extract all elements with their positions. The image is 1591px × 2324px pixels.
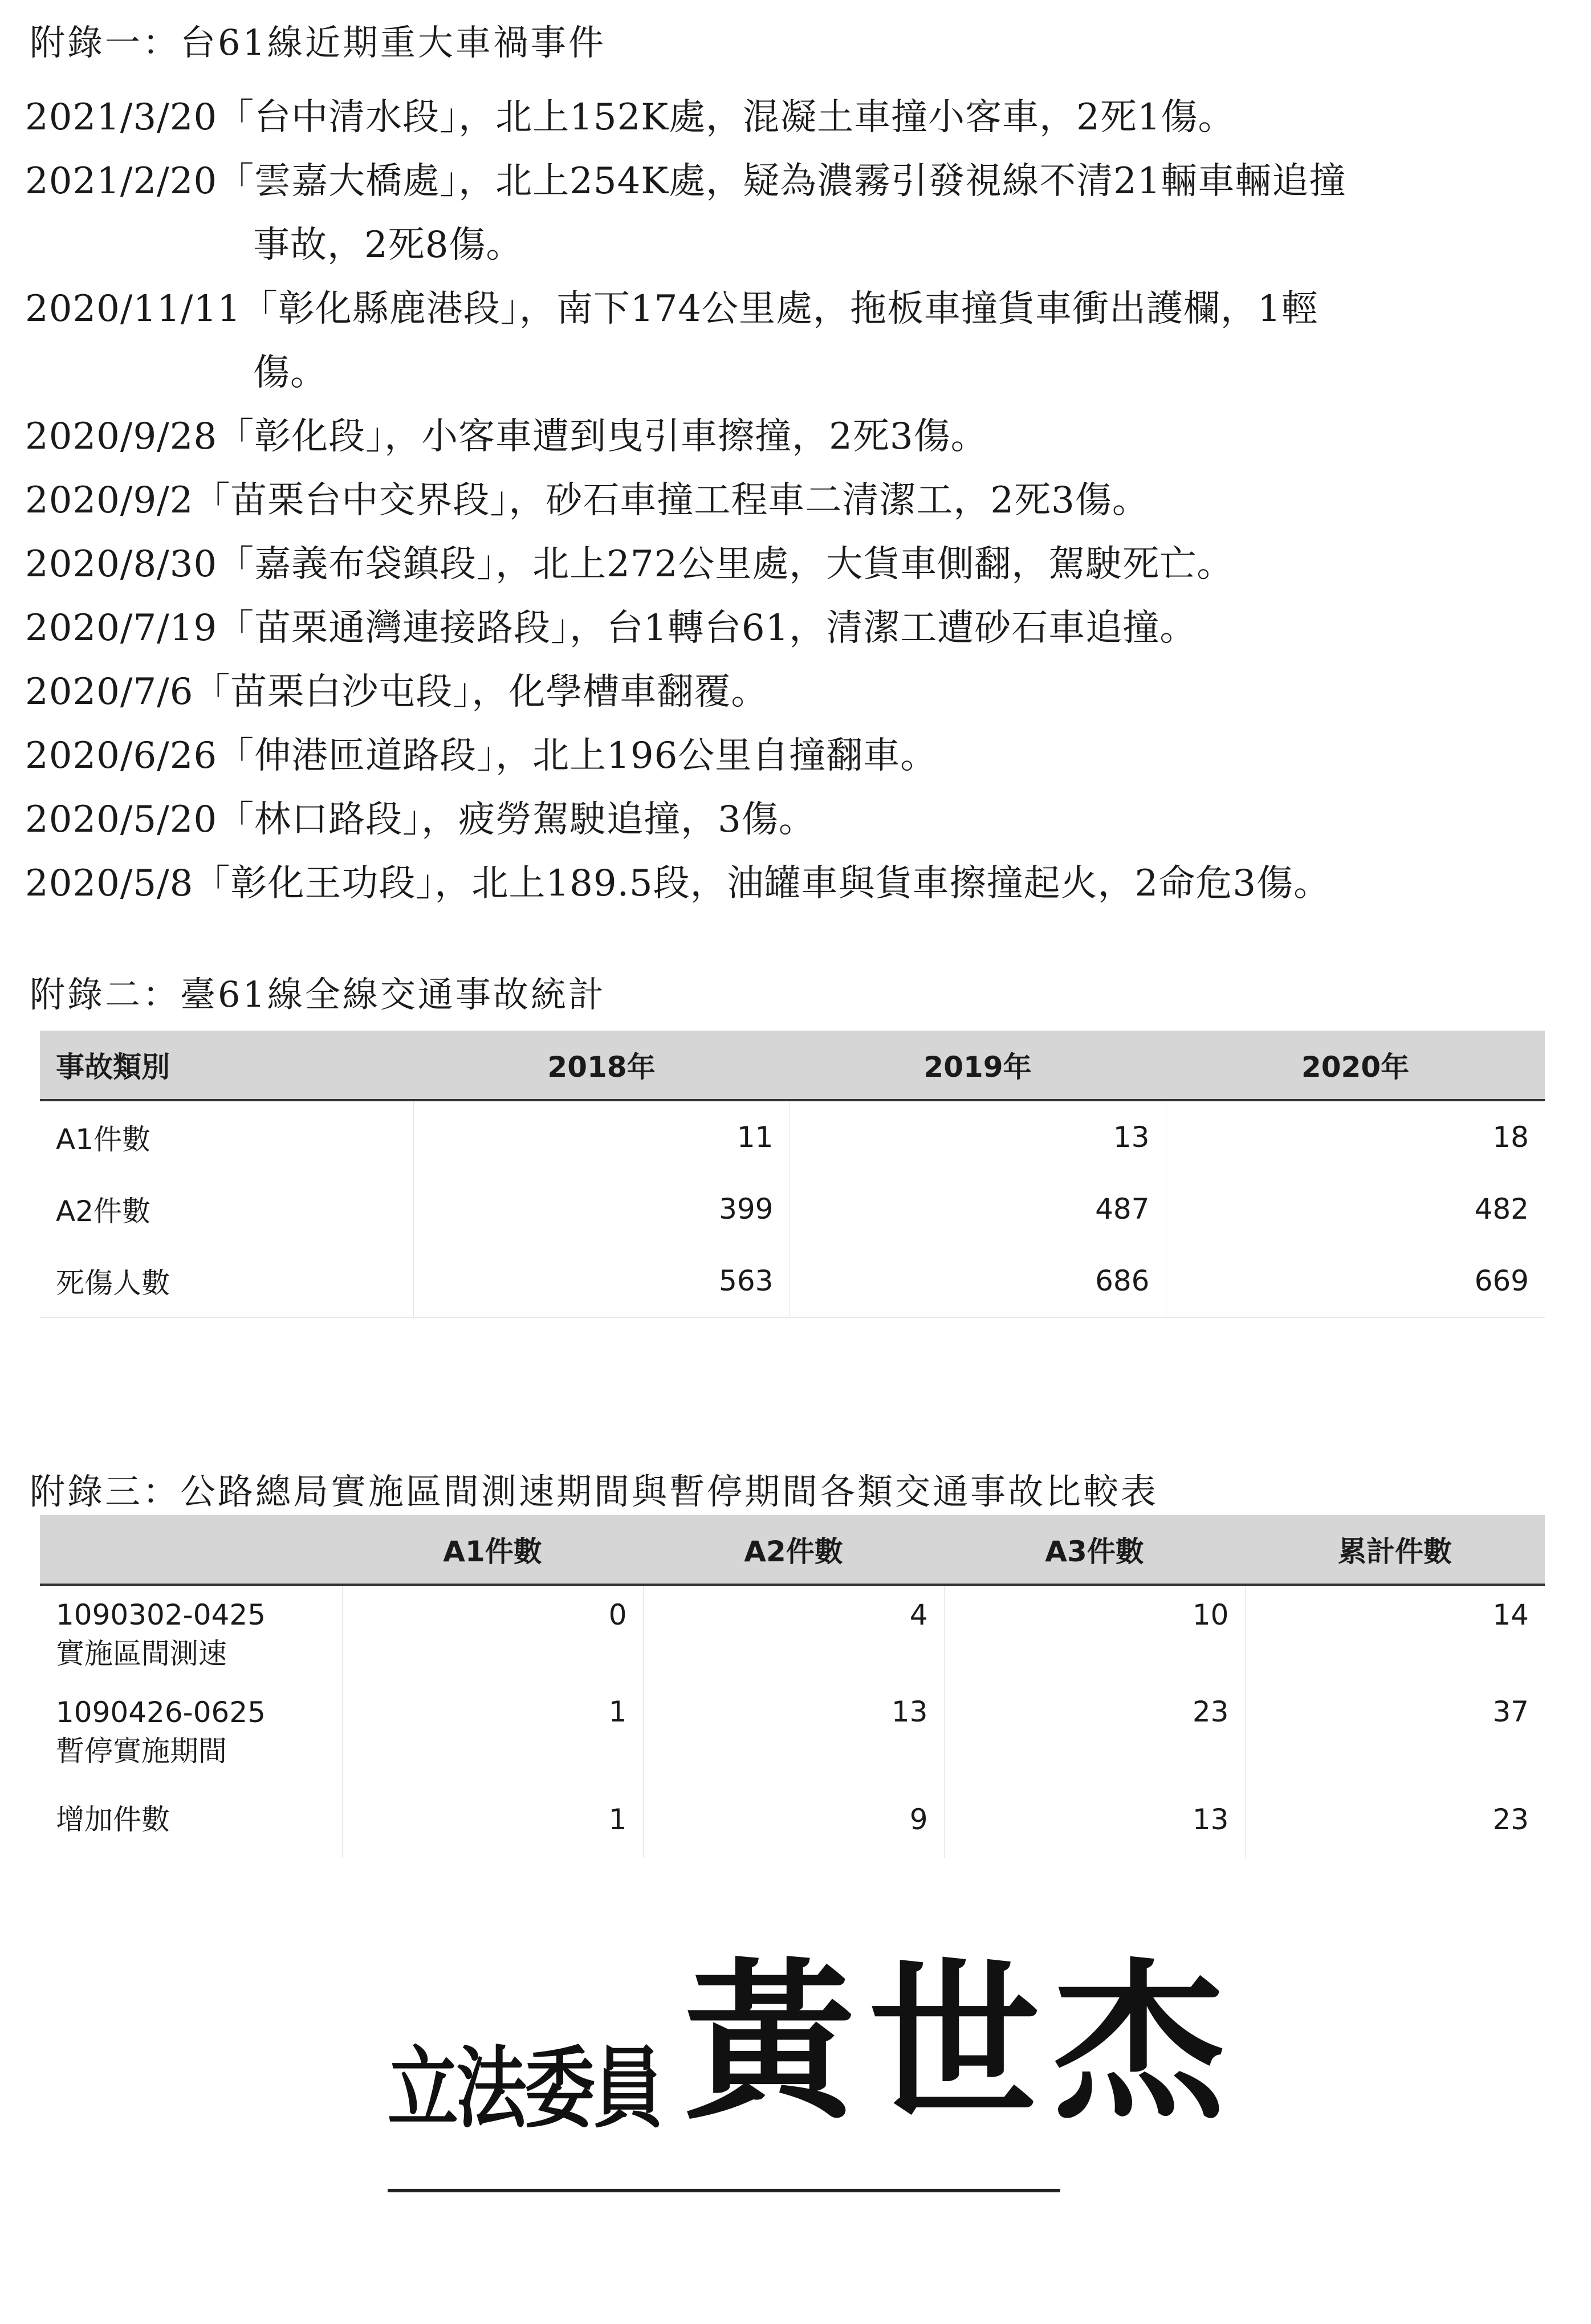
table-cell: 1	[342, 1781, 643, 1858]
event-line: 2021/3/20「台中清水段」，北上152K處，混凝土車撞小客車，2死1傷。	[25, 96, 1235, 139]
table-cell: 4	[643, 1585, 944, 1683]
event-line-continued: 傷。	[253, 352, 327, 394]
stamp-title: 立法委員	[388, 2038, 662, 2140]
event-item	[25, 86, 1564, 149]
column-header: A1件數	[342, 1515, 643, 1585]
table-cell: 13	[790, 1100, 1166, 1173]
event-item	[25, 405, 1564, 469]
row-label	[40, 1585, 342, 1683]
column-header: 事故類別	[40, 1031, 413, 1100]
table-cell: 18	[1492, 1120, 1529, 1154]
speed-camera-comparison-table	[40, 1515, 1545, 1858]
column-header: 2018年	[413, 1031, 790, 1100]
table-cell: 37	[1492, 1695, 1529, 1728]
table-row	[40, 1100, 1545, 1173]
appendix2-title: 附錄二：臺61線全線交通事故統計	[30, 974, 606, 1015]
row-label-line: 1090302-0425	[56, 1598, 266, 1631]
table-row	[40, 1683, 1545, 1781]
event-line: 2020/6/26「伸港匝道路段」，北上196公里自撞翻車。	[25, 735, 938, 777]
table-cell: 13	[944, 1781, 1245, 1858]
column-header: 2020年	[1166, 1031, 1545, 1100]
event-item	[25, 660, 1564, 724]
table-cell: 399	[413, 1173, 790, 1245]
table-row	[40, 1173, 1545, 1245]
row-label-line: 暫停實施期間	[56, 1735, 227, 1768]
stamp-name: 黃世杰	[684, 1944, 1238, 2143]
event-line: 2020/5/8「彰化王功段」，北上189.5段，油罐車與貨車擦撞起火，2命危3傷。	[25, 862, 1331, 905]
row-label-line: 增加件數	[56, 1802, 170, 1836]
column-header: A3件數	[944, 1515, 1245, 1585]
row-label: A1件數	[40, 1100, 413, 1173]
event-line: 2020/9/28「彰化段」，小客車遭到曳引車擦撞，2死3傷。	[25, 416, 988, 458]
legislator-stamp	[388, 1938, 1311, 2212]
event-line-continued: 事故，2死8傷。	[253, 224, 523, 266]
row-label-line: 1090426-0625	[56, 1696, 266, 1729]
event-list	[25, 86, 1564, 915]
row-label: 死傷人數	[40, 1245, 413, 1317]
event-line: 2020/8/30「嘉義布袋鎮段」，北上272公里處，大貨車側翻，駕駛死亡。	[25, 543, 1234, 585]
table-cell: 23	[944, 1683, 1245, 1781]
row-label	[40, 1683, 342, 1781]
appendix1-title: 附錄一：台61線近期重大車禍事件	[30, 22, 606, 63]
event-line: 2020/7/6「苗栗白沙屯段」，化學槽車翻覆。	[25, 671, 768, 713]
table-cell: 487	[790, 1173, 1166, 1245]
stamp-underline	[388, 2189, 1060, 2192]
event-item	[25, 277, 1564, 405]
event-line: 2020/5/20「林口路段」，疲勞駕駛追撞，3傷。	[25, 799, 816, 841]
table-cell: 669	[1166, 1245, 1545, 1317]
column-header: 2019年	[790, 1031, 1166, 1100]
table-cell: 686	[790, 1245, 1166, 1317]
row-label-line: 實施區間測速	[56, 1637, 227, 1670]
table-row	[40, 1585, 1545, 1683]
event-item	[25, 788, 1564, 852]
event-line: 2020/7/19「苗栗通灣連接路段」，台1轉台61，清潔工遭砂石車追撞。	[25, 607, 1197, 649]
event-item	[25, 532, 1564, 596]
column-header: A2件數	[643, 1515, 944, 1585]
row-label	[40, 1781, 342, 1858]
event-line: 2020/11/11「彰化縣鹿港段」，南下174公里處，拖板車撞貨車衝出護欄，1輕	[25, 288, 1319, 330]
event-line: 2021/2/20「雲嘉大橋處」，北上254K處，疑為濃霧引發視線不清21輛車輛追撞	[25, 160, 1346, 202]
event-item	[25, 469, 1564, 532]
table-cell: 14	[1492, 1598, 1529, 1631]
table-cell: 482	[1474, 1192, 1529, 1226]
appendix3-title: 附錄三：公路總局實施區間測速期間與暫停期間各類交通事故比較表	[30, 1471, 1159, 1512]
column-header	[40, 1515, 342, 1585]
table-cell: 13	[643, 1683, 944, 1781]
table-cell: 23	[1492, 1802, 1529, 1836]
table-row	[40, 1781, 1545, 1858]
event-line: 2020/9/2「苗栗台中交界段」，砂石車撞工程車二清潔工，2死3傷。	[25, 479, 1149, 522]
table-cell: 0	[342, 1585, 643, 1683]
event-item	[25, 149, 1564, 277]
table-header-row	[40, 1031, 1545, 1100]
table-cell: 1	[342, 1683, 643, 1781]
row-label: A2件數	[40, 1173, 413, 1245]
table-cell: 9	[643, 1781, 944, 1858]
table-cell: 11	[413, 1100, 790, 1173]
table-row	[40, 1245, 1545, 1317]
event-item	[25, 724, 1564, 788]
accident-statistics-table	[40, 1031, 1545, 1318]
column-header: 累計件數	[1245, 1515, 1545, 1585]
event-item	[25, 852, 1564, 915]
table-cell: 10	[944, 1585, 1245, 1683]
event-item	[25, 596, 1564, 660]
table-header-row	[40, 1515, 1545, 1585]
table-cell: 563	[413, 1245, 790, 1317]
